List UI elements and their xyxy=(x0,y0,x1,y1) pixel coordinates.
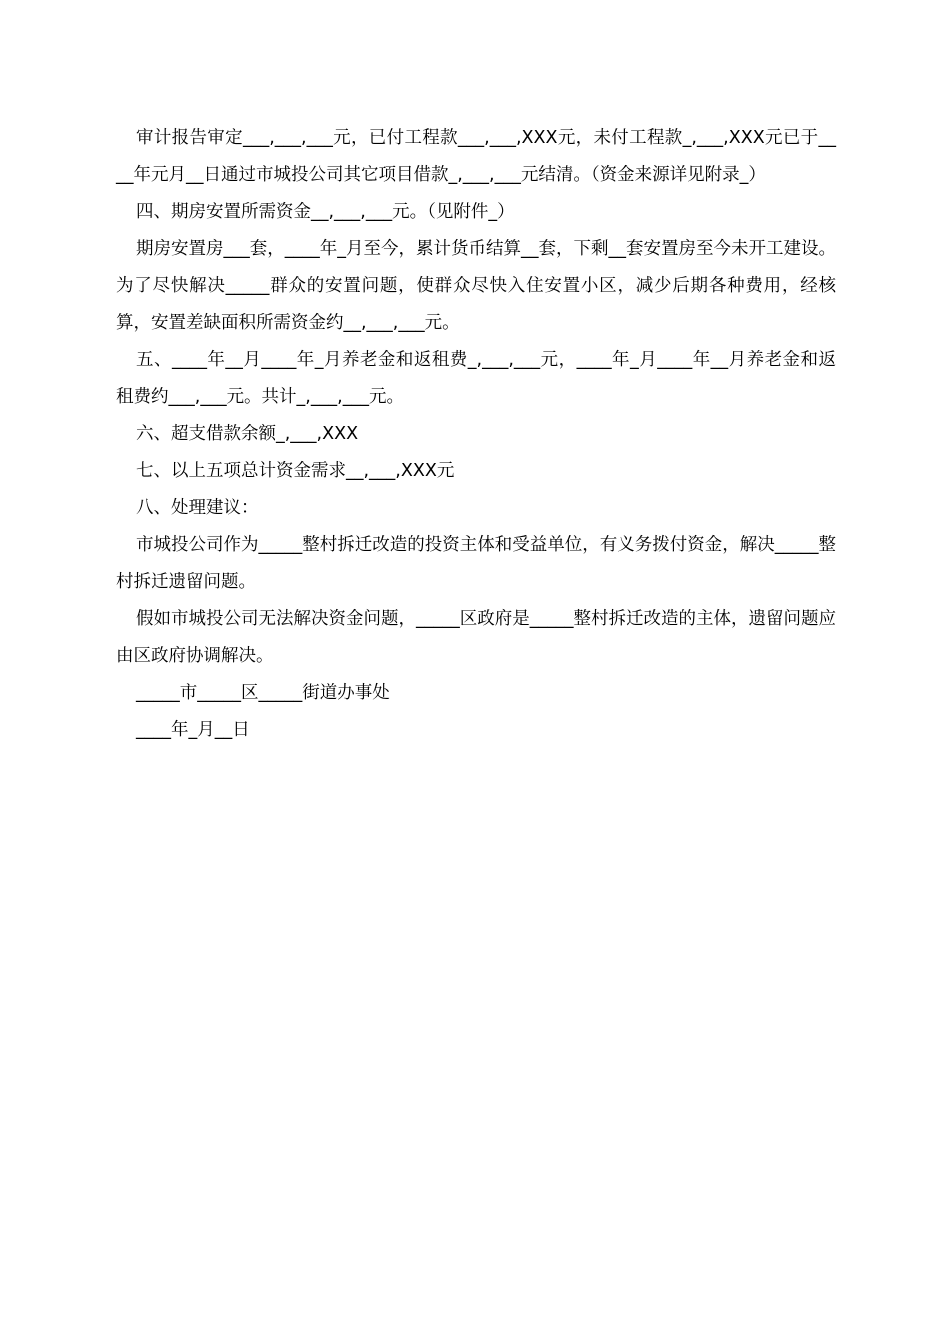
signature-date: ____年_月__日 xyxy=(136,720,250,740)
paragraph-section-4: 四、期房安置所需资金__,___,___元。（见附件_） xyxy=(136,202,515,222)
paragraph-section-6: 六、超支借款余额_,___,XXX xyxy=(136,424,359,444)
paragraph-section-8-heading: 八、处理建议： xyxy=(136,498,259,518)
paragraph-section-5: 五、____年__月____年_月养老金和返租费_,___,___元，____年_月____年__月养老金和返租费约___,___元。共计_,___,___元。 xyxy=(116,350,836,407)
document-body xyxy=(116,120,836,749)
paragraph-housing-placement: 期房安置房___套，____年_月至今，累计货币结算__套，下剩__套安置房至今未开工建设。为了尽快解决_____群众的安置问题，使群众尽快入住安置小区，减少后期各种费用，经核算，安置差缺面积所需资金约__,___,___元。 xyxy=(116,239,836,333)
paragraph-audit-report: 审计报告审定___,___,___元，已付工程款___,___,XXX元，未付工程款_,___,XXX元已于____年元月__日通过市城投公司其它项目借款_,___,___元结清。（资金来源详见附录_） xyxy=(116,128,836,185)
paragraph-section-7: 七、以上五项总计资金需求__,___,XXX元 xyxy=(136,461,455,481)
paragraph-suggestion-1: 市城投公司作为_____整村拆迁改造的投资主体和受益单位，有义务拨付资金，解决_____整村拆迁遗留问题。 xyxy=(116,535,836,592)
signature-office: _____市_____区_____街道办事处 xyxy=(136,683,390,703)
paragraph-suggestion-2: 假如市城投公司无法解决资金问题，_____区政府是_____整村拆迁改造的主体，遗留问题应由区政府协调解决。 xyxy=(116,609,836,666)
